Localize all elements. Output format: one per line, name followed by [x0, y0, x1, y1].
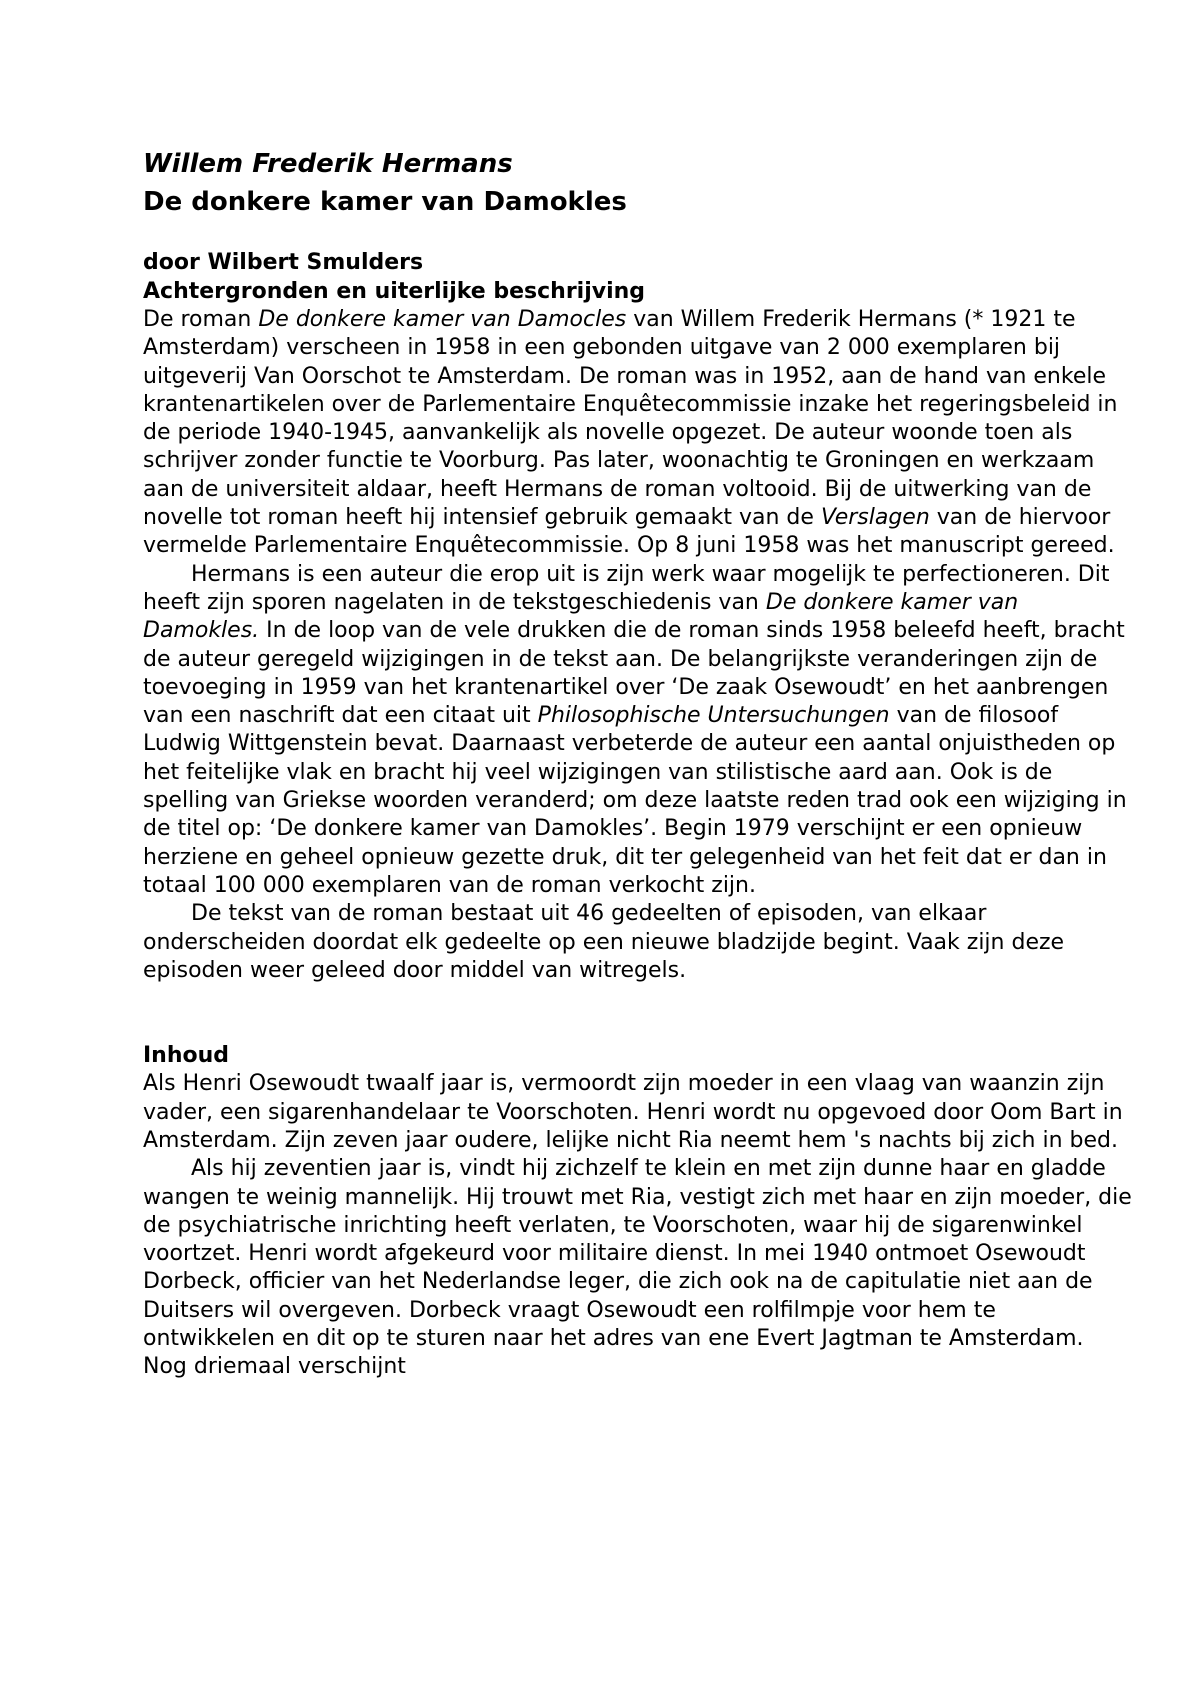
- text-run: Hermans is een auteur die erop uit is zijn werk waar mogelijk te perfectioneren. Dit heeft zijn sporen nagelaten in de tekstgeschiedenis van: [143, 561, 1110, 615]
- document-page: [143, 146, 1133, 1382]
- text-run: van de hiervoor vermelde Parlementaire Enquêtecommissie. Op 8 juni 1958 was het manuscript gereed.: [143, 505, 1115, 559]
- paragraph-inhoud-2: Als hij zeventien jaar is, vindt hij zichzelf te klein en met zijn dunne haar en gladde wangen te weinig mannelijk. Hij trouwt met Ria, vestigt zich met haar en zijn moeder, die de psychiatrische inrichting heeft verlaten, te Voorschoten, waar hij de sigarenwinkel voortzet. Henri wordt afgekeurd voor militaire dienst. In mei 1940 ontmoet Osewoudt Dorbeck, officier van het Nederlandse leger, die zich ook na de capitulatie niet aan de Duitsers wil overgeven. Dorbeck vraagt Osewoudt een rolfilmpje voor hem te ontwikkelen en dit op te sturen naar het adres van ene Evert Jagtman te Amsterdam. Nog driemaal verschijnt: [143, 1156, 1132, 1380]
- paragraph-background-2: [143, 561, 1133, 901]
- italic-philosophische-untersuchungen: Philosophische Untersuchungen: [537, 703, 890, 729]
- book-title: De donkere kamer van Damokles: [143, 186, 627, 217]
- italic-book-title: De donkere kamer van Damokles.: [143, 589, 1019, 644]
- text-run: van Willem Frederik Hermans (* 1921 te Amsterdam) verscheen in 1958 in een gebonden uitgave van 2 000 exemplaren bij uitgeverij Van Oorschot te Amsterdam. De roman was in 1952, aan de hand van enkele krantenartikelen over de Parlementaire Enquêtecommissie inzake het regeringsbeleid in de periode 1940-1945, aanvankelijk als novelle opgezet. De auteur woonde toen als schrijver zonder functie te Voorburg. Pas later, woonachtig te Groningen en werkzaam aan de universiteit aldaar, heeft Hermans de roman voltooid. Bij de uitwerking van de novelle tot roman heeft hij intensief gebruik gemaakt van de: [143, 306, 1118, 531]
- author-heading: Willem Frederik Hermans: [143, 149, 513, 179]
- paragraph-background-1: [143, 306, 1133, 561]
- section-heading-achtergronden: Achtergronden en uiterlijke beschrijving: [143, 278, 646, 304]
- section-heading-inhoud: Inhoud: [143, 1043, 230, 1069]
- paragraph-background-3: De tekst van de roman bestaat uit 46 gedeelten of episoden, van elkaar onderscheiden doordat elk gedeelte op een nieuwe bladzijde begint. Vaak zijn deze episoden weer geleed door middel van witregels.: [143, 901, 1065, 983]
- italic-verslagen: Verslagen: [820, 505, 930, 531]
- byline: door Wilbert Smulders: [143, 250, 424, 276]
- text-run: In de loop van de vele drukken die de roman sinds 1958 beleefd heeft, bracht de auteur geregeld wijzigingen in de tekst aan. De belangrijkste veranderingen zijn de toevoeging in 1959 van het krantenartikel over ‘De zaak Osewoudt’ en het aanbrengen van een naschrift dat een citaat uit: [143, 618, 1125, 729]
- paragraph-inhoud-1: Als Henri Osewoudt twaalf jaar is, vermoordt zijn moeder in een vlaag van waanzin zijn vader, een sigarenhandelaar te Voorschoten. Henri wordt nu opgevoed door Oom Bart in Amsterdam. Zijn zeven jaar oudere, lelijke nicht Ria neemt hem 's nachts bij zich in bed.: [143, 1071, 1123, 1153]
- italic-book-title: De donkere kamer van Damocles: [258, 306, 627, 332]
- text-run: van de filosoof Ludwig Wittgenstein bevat. Daarnaast verbeterde de auteur een aantal onjuistheden op het feitelijke vlak en bracht hij veel wijzigingen van stilistische aard aan. Ook is de spelling van Griekse woorden veranderd; om deze laatste reden trad ook een wijziging in de titel op: ‘De donkere kamer van Damokles’. Begin 1979 verschijnt er een opnieuw herziene en geheel opnieuw gezette druk, dit ter gelegenheid van het feit dat er dan in totaal 100 000 exemplaren van de roman verkocht zijn.: [143, 703, 1127, 898]
- blank-lines: [143, 985, 1133, 1042]
- text-run: De roman: [143, 306, 259, 332]
